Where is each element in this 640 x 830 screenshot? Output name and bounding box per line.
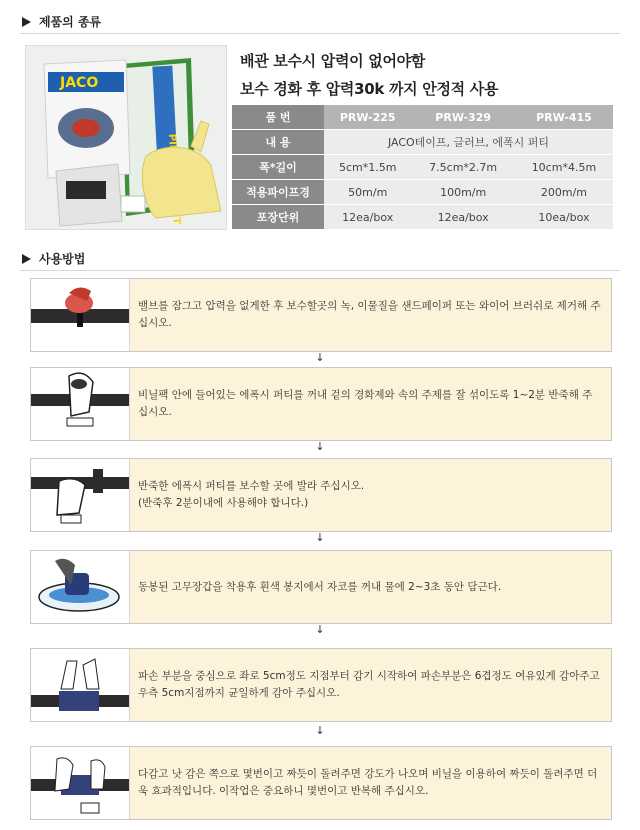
spec-row — [232, 180, 613, 205]
headline-no-pressure: 배관 보수시 압력이 없어야함 — [240, 52, 426, 70]
step-illustration — [31, 747, 130, 819]
down-arrow-icon: ↓ — [315, 531, 325, 544]
wrapping-tape-icon — [31, 649, 129, 721]
down-arrow-icon: ↓ — [315, 724, 325, 737]
usage-step-2 — [30, 367, 612, 441]
soaking-tape-icon — [31, 551, 129, 623]
spec-cell: 12ea/box — [411, 205, 514, 230]
usage-step-6 — [30, 746, 612, 820]
spec-header-row — [232, 105, 613, 130]
spec-cell: 50m/m — [324, 180, 411, 205]
triangle-bullet-icon — [22, 254, 31, 264]
section-header-product-types — [22, 13, 101, 30]
spec-row-label: 적용파이프경 — [232, 180, 324, 205]
down-arrow-icon: ↓ — [315, 623, 325, 636]
spec-row — [232, 155, 613, 180]
step-illustration — [31, 368, 130, 440]
section-title: 제품의 종류 — [39, 15, 102, 29]
triangle-bullet-icon — [22, 17, 31, 27]
spec-cell: 200m/m — [515, 180, 613, 205]
usage-step-3 — [30, 458, 612, 532]
spec-cell: 10ea/box — [515, 205, 613, 230]
squeezing-tape-icon — [31, 747, 129, 819]
spec-header-cell: PRW-225 — [324, 105, 411, 130]
step-illustration — [31, 459, 130, 531]
section-header-usage — [22, 250, 85, 267]
spec-cell: 100m/m — [411, 180, 514, 205]
spec-cell: 10cm*4.5m — [515, 155, 613, 180]
spec-cell: 5cm*1.5m — [324, 155, 411, 180]
usage-step-1 — [30, 278, 612, 352]
spec-row-contents — [232, 130, 613, 155]
kneading-putty-icon — [31, 368, 129, 440]
spec-header-cell: 품 번 — [232, 105, 324, 130]
pipe-sanding-icon — [31, 279, 129, 351]
product-kit-illustration — [26, 46, 226, 229]
divider — [20, 270, 620, 271]
spec-cell: 12ea/box — [324, 205, 411, 230]
spec-row-label: 내 용 — [232, 130, 324, 155]
spec-header-cell: PRW-329 — [411, 105, 514, 130]
usage-step-4 — [30, 550, 612, 624]
spec-row-label: 포장단위 — [232, 205, 324, 230]
applying-putty-icon — [31, 459, 129, 531]
divider — [20, 33, 620, 34]
step-text: 파손 부분을 중심으로 좌로 5cm정도 지점부터 감기 시작하여 파손부분은 6겹정도 여유있게 감아주고 우측 5cm지점까지 균일하게 감아 주십시오. — [138, 670, 600, 699]
step-text: 다감고 낫 감은 쪽으로 몇번이고 짜듯이 돌려주면 강도가 나오며 비닐을 이용하여 짜듯이 돌려주면 더욱 효과적입니다. 이작업은 중요하니 몇번이고 반복해 주십시오. — [138, 768, 598, 797]
product-photo — [25, 45, 227, 230]
spec-cell: JACO테이프, 글러브, 에폭시 퍼티 — [324, 130, 613, 155]
spec-row — [232, 205, 613, 230]
down-arrow-icon: ↓ — [315, 351, 325, 364]
step-illustration — [31, 551, 130, 623]
brand-logo-text: JACO — [60, 75, 99, 91]
spec-table — [232, 105, 613, 230]
down-arrow-icon: ↓ — [315, 440, 325, 453]
step-text: 밸브를 잠그고 압력을 없게한 후 보수할곳의 녹, 이물질을 샌드페이퍼 또는 와이어 브러쉬로 제거해 주십시오. — [138, 300, 601, 329]
spec-row-label: 폭*길이 — [232, 155, 324, 180]
spec-header-cell: PRW-415 — [515, 105, 613, 130]
step-illustration — [31, 649, 130, 721]
spec-cell: 7.5cm*2.7m — [411, 155, 514, 180]
usage-step-5 — [30, 648, 612, 722]
step-text: 비닐팩 안에 들어있는 에폭시 퍼티를 꺼내 겉의 경화제와 속의 주제를 잘 섞이도록 1~2분 반죽해 주십시오. — [138, 389, 593, 418]
headline-pressure-rating: 보수 경화 후 압력30k 까지 안정적 사용 — [240, 80, 499, 98]
step-text: 동봉된 고무장갑을 착용후 흰색 봉지에서 자코를 꺼내 물에 2~3초 동안 담근다. — [138, 580, 502, 593]
step-text: 반죽한 에폭시 퍼티를 보수할 곳에 발라 주십시오. (반죽후 2분이내에 사용해야 합니다.) — [138, 480, 365, 509]
step-illustration — [31, 279, 130, 351]
section-title: 사용방법 — [39, 252, 86, 266]
